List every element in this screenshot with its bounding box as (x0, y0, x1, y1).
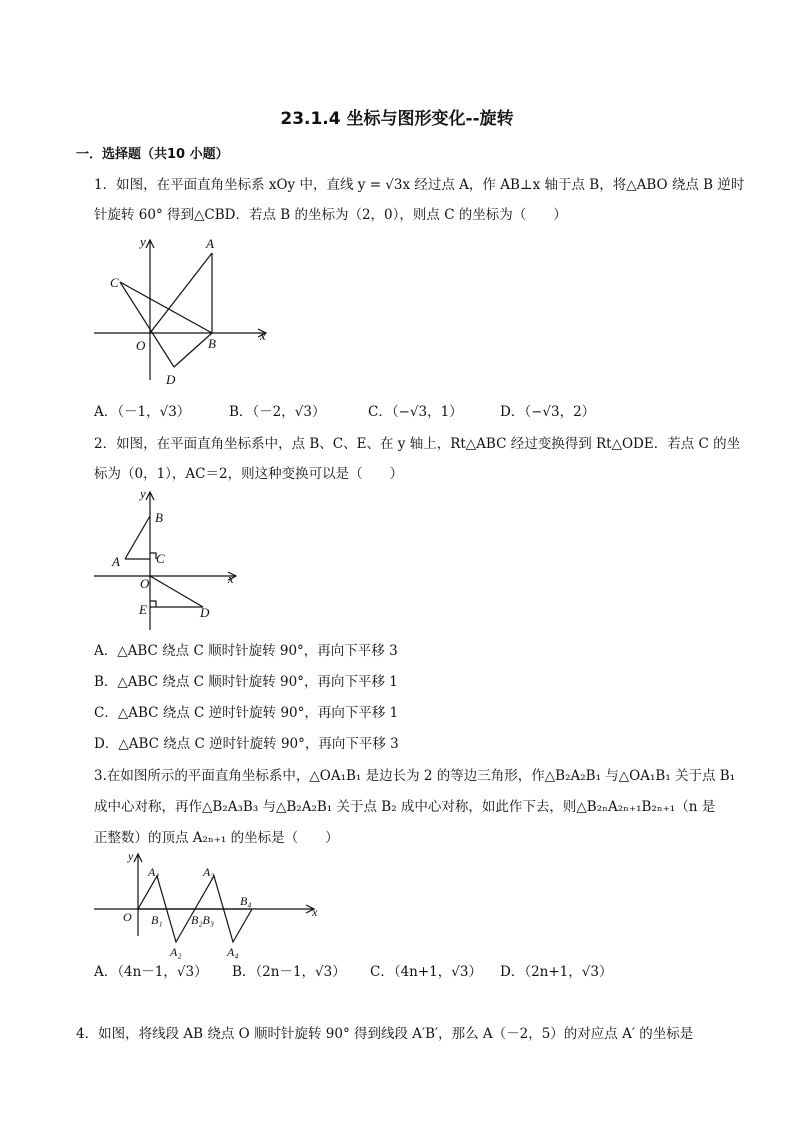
q2-label-C: C (156, 551, 165, 566)
q1-line-CD (120, 282, 174, 367)
q2-figure (90, 486, 250, 636)
q2-right-angle-E (150, 601, 156, 607)
q3-label-A4: A₄ (227, 945, 239, 959)
q2-label-B: B (155, 510, 163, 525)
q3-text-line1: 3.在如图所示的平面直角坐标系中，△OA₁B₁ 是边长为 2 的等边三角形，作△B₂A₂B₁ 与△OA₁B₁ 关于点 B₁ (94, 768, 736, 784)
q2-text-line2: 标为（0，1），AC＝2，则这种变换可以是（ ） (94, 466, 404, 482)
q3-option-b: B．（2n－1，√3） (232, 964, 346, 980)
q1-label-x: x (260, 328, 266, 343)
q1-line-CB (120, 282, 212, 333)
q3-label-O: O (123, 910, 132, 924)
q2-label-O: O (140, 576, 150, 591)
q2-label-E: E (139, 602, 147, 617)
q3-label-x: x (312, 905, 318, 919)
q3-option-a: A．（4n－1，√3） (94, 964, 208, 980)
q3-figure (90, 846, 330, 964)
q2-option-a: A．△ABC 绕点 C 顺时针旋转 90°，再向下平移 3 (94, 643, 398, 659)
page-title: 23.1.4 坐标与图形变化--旋转 (280, 109, 514, 129)
q1-option-a: A．（－1，√3） (94, 404, 191, 420)
q2-option-d: D．△ABC 绕点 C 逆时针旋转 90°，再向下平移 3 (94, 736, 399, 752)
q1-text-line2: 针旋转 60° 得到△CBD．若点 B 的坐标为（2，0），则点 C 的坐标为（ ） (94, 207, 567, 223)
q4-text-line1: 4．如图，将线段 AB 绕点 O 顺时针旋转 90° 得到线段 A′B′，那么 A（－2，5）的对应点 A′ 的坐标是 (76, 1026, 694, 1042)
q1-label-O: O (136, 338, 146, 353)
q3-option-c: C．（4n+1，√3） (370, 964, 482, 980)
q2-label-A: A (112, 554, 120, 569)
q1-option-d: D．（−√3，2） (500, 404, 596, 420)
q1-text-line1: 1．如图，在平面直角坐标系 xOy 中，直线 y = √3x 经过点 A，作 AB⊥x 轴于点 B，将△ABO 绕点 B 逆时 (94, 177, 745, 193)
q3-text-line3: 正整数）的顶点 A₂ₙ₊₁ 的坐标是（ ） (94, 830, 339, 846)
q1-label-B: B (208, 336, 216, 351)
q1-label-D: D (166, 372, 176, 387)
q1-option-b: B．（－2，√3） (229, 404, 326, 420)
q3-text-line2: 成中心对称，再作△B₂A₃B₃ 与△B₂A₂B₁ 关于点 B₂ 成中心对称，如此作下去，则△B₂ₙA₂ₙ₊₁B₂ₙ₊₁（n 是 (94, 799, 716, 815)
q3-label-B4: B₄ (240, 894, 252, 908)
q3-label-A1: A₁ (148, 865, 160, 879)
q3-option-d: D．（2n+1，√3） (500, 964, 613, 980)
q1-label-y: y (140, 234, 146, 249)
q1-line-OA (150, 253, 212, 333)
q1-figure (90, 232, 280, 392)
q1-line-DB (174, 333, 212, 367)
q2-option-c: C．△ABC 绕点 C 逆时针旋转 90°，再向下平移 1 (94, 705, 399, 721)
q3-label-B1: B₁ (151, 913, 163, 927)
q3-label-B2B3: B₂B₃ (191, 913, 215, 927)
q2-option-b: B．△ABC 绕点 C 顺时针旋转 90°，再向下平移 1 (94, 674, 398, 690)
q2-label-x: x (228, 571, 234, 586)
q3-label-A2: A₂ (170, 945, 182, 959)
q2-label-D: D (200, 605, 210, 620)
q2-line-OD (150, 576, 203, 607)
q2-label-y: y (140, 486, 146, 501)
q1-label-C: C (110, 275, 119, 290)
q2-line-AB (125, 516, 150, 559)
q1-label-A: A (206, 236, 214, 251)
q2-text-line1: 2．如图，在平面直角坐标系中，点 B、C、E、在 y 轴上，Rt△ABC 经过变换得到 Rt△ODE．若点 C 的坐 (94, 436, 741, 452)
q1-option-c: C．（−√3，1） (368, 404, 463, 420)
q3-label-y: y (128, 849, 134, 863)
section-heading: 一．选择题（共10 小题） (76, 147, 229, 162)
q3-label-A3: A₃ (203, 865, 215, 879)
